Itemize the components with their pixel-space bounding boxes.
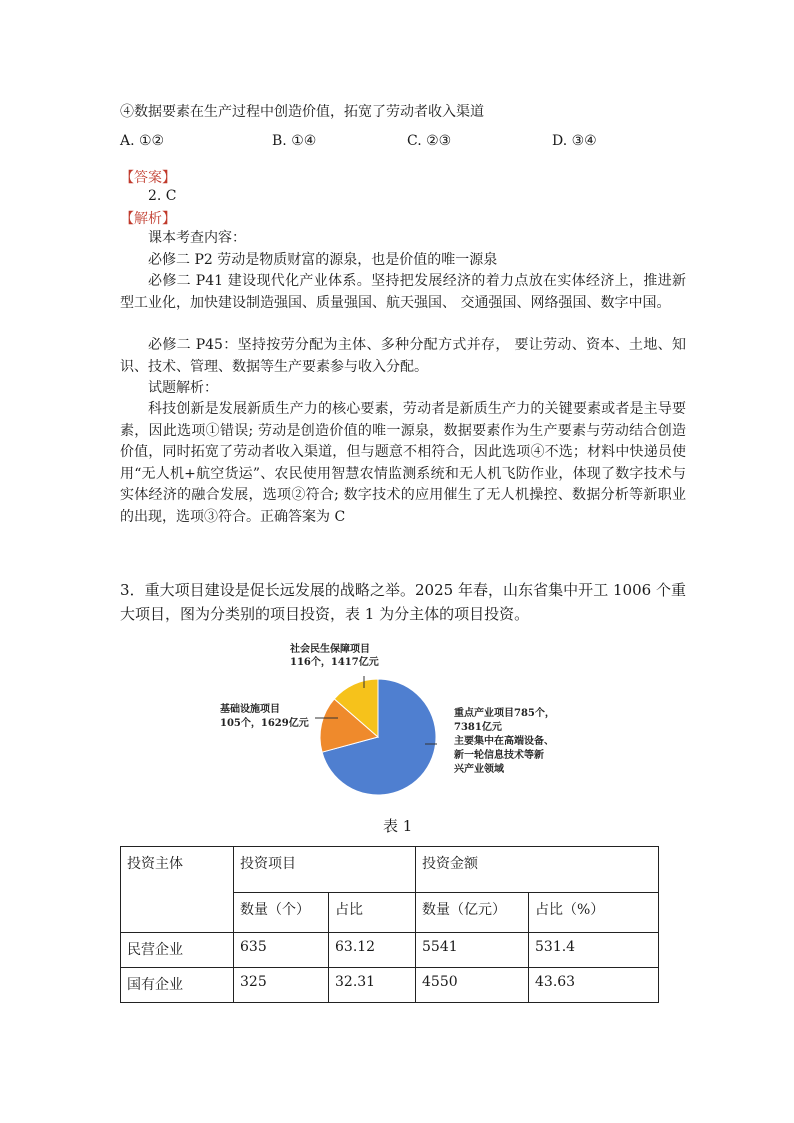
question-3-stem: 3．重大项目建设是促长远发展的战略之举。2025 年春，山东省集中开工 1006 个重大项目，图为分类别的项目投资，表 1 为分主体的项目投资。 bbox=[120, 581, 686, 623]
slice-label-key-4: 新一轮信息技术等新 bbox=[454, 750, 544, 761]
answer-label: 【答案】 bbox=[120, 170, 176, 186]
row-private-count: 635 bbox=[234, 933, 329, 968]
slice-label-key-2: 7381亿元 bbox=[454, 722, 502, 733]
subheader-project-count: 数量（个） bbox=[234, 893, 329, 933]
analysis-label: 【解析】 bbox=[120, 211, 176, 227]
slice-label-infrastructure-1: 基础设施项目 bbox=[220, 704, 280, 715]
svg-text:社会民生保障项目 116个，1417亿元 bbox=[289, 642, 379, 668]
subheader-amount-value: 数量（亿元） bbox=[416, 893, 529, 933]
slice-label-key-5: 兴产业领域 bbox=[454, 764, 504, 775]
row-state-share: 32.31 bbox=[329, 968, 416, 1003]
answer-value: 2. C bbox=[148, 188, 177, 204]
subheader-project-share: 占比 bbox=[329, 893, 416, 933]
row-state-count: 325 bbox=[234, 968, 329, 1003]
table-caption: 表 1 bbox=[383, 817, 413, 835]
investment-table bbox=[120, 846, 659, 1003]
svg-text:重点产业项目785个， 7381亿元 主要集 bbox=[454, 706, 558, 775]
analysis-line-2: 必修二 P2 劳动是物质财富的源泉，也是价值的唯一源泉 bbox=[148, 252, 498, 268]
analysis-subheading: 试题解析： bbox=[148, 380, 218, 396]
slice-label-key-1: 重点产业项目785个， bbox=[454, 708, 555, 719]
answer-options bbox=[120, 133, 680, 153]
row-state-amount-share: 43.63 bbox=[529, 968, 659, 1003]
slice-label-social-1: 社会民生保障项目 bbox=[290, 644, 370, 655]
analysis-paragraph-p41: 必修二 P41 建设现代化产业体系。坚持把发展经济的着力点放在实体经济上，推进新型工业化，加快建设制造强国、质量强国、航天强国、 交通强国、网络强国、数字中国。 bbox=[120, 273, 686, 311]
option-b: B. ①④ bbox=[272, 133, 317, 149]
option-a: A. ①② bbox=[120, 133, 165, 149]
svg-text:基础设施项目 105个，1629亿元 bbox=[220, 702, 309, 729]
row-state-amount: 4550 bbox=[416, 968, 529, 1003]
investment-pie-chart bbox=[200, 632, 600, 807]
slice-label-social-2: 116个，1417亿元 bbox=[290, 657, 379, 668]
row-private-name: 民营企业 bbox=[121, 933, 234, 968]
option-d: D. ③④ bbox=[552, 133, 597, 149]
header-amount: 投资金额 bbox=[416, 847, 659, 893]
row-state-name: 国有企业 bbox=[121, 968, 234, 1003]
header-projects: 投资项目 bbox=[234, 847, 416, 893]
analysis-paragraph-main: 科技创新是发展新质生产力的核心要素，劳动者是新质生产力的关键要素或者是主导要素，因此选项①错误; 劳动是创造价值的唯一源泉，数据要素作为生产要素与劳动结合创造价值，同时拓宽了劳动者收入渠道，但与题意不相符合，因此选项④不选；材料中快递员使用“无人机+航空货运”、农民使用智慧农情监测系统和无人机飞防作业，体现了数字技术与实体经济的融合发展，选项②符合; 数字技术的应用催生了无人机操控、数据分析等新职业的出现，选项③符合。正确答案为 C bbox=[120, 401, 686, 525]
analysis-paragraph-p45: 必修二 P45：坚持按劳分配为主体、多种分配方式并存， 要让劳动、资本、土地、知识、技术、管理、数据等生产要素参与收入分配。 bbox=[120, 337, 686, 375]
option-c: C. ②③ bbox=[407, 133, 452, 149]
analysis-line-1: 课本考查内容： bbox=[148, 230, 246, 246]
statement-4: ④数据要素在生产过程中创造价值，拓宽了劳动者收入渠道 bbox=[120, 104, 484, 120]
slice-label-key-3: 主要集中在高端设备、 bbox=[454, 736, 554, 747]
subheader-amount-share: 占比（%） bbox=[529, 893, 659, 933]
slice-label-infrastructure-2: 105个，1629亿元 bbox=[220, 718, 309, 729]
row-private-amount: 5541 bbox=[416, 933, 529, 968]
row-private-amount-share: 531.4 bbox=[529, 933, 659, 968]
table-row bbox=[121, 933, 659, 968]
header-investor: 投资主体 bbox=[121, 847, 234, 933]
table-row bbox=[121, 968, 659, 1003]
row-private-share: 63.12 bbox=[329, 933, 416, 968]
